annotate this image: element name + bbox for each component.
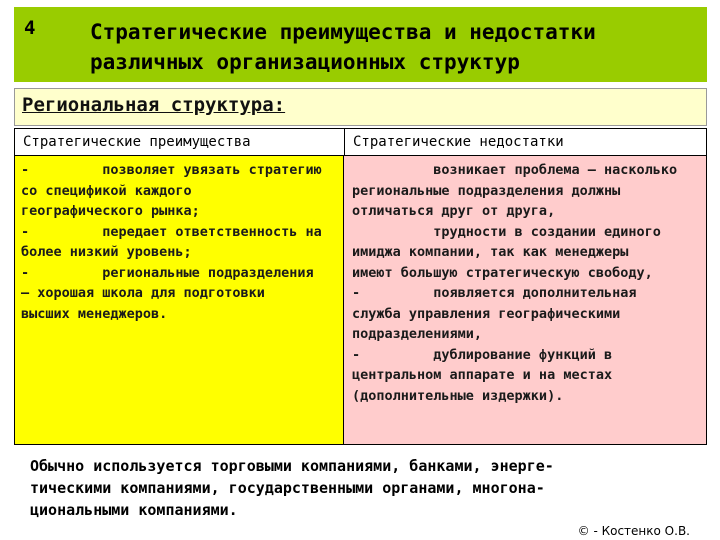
advantage-line: более низкий уровень; — [21, 244, 192, 260]
disadvantages-text — [352, 160, 677, 406]
slide-title: Стратегические преимущества и недостатки различных организационных структур — [90, 20, 596, 74]
disadvantage-line: имеют большую стратегическую свободу, — [352, 264, 653, 281]
advantage-line: - передает ответственность на — [21, 223, 322, 240]
advantage-line: - позволяет увязать стратегию — [21, 162, 322, 178]
disadvantage-line: (дополнительные издержки). — [352, 387, 564, 404]
disadvantage-line: имиджа компании, так как менеджеры — [352, 244, 629, 260]
disadvantage-line: - дублирование функций в — [352, 346, 613, 363]
advantages-text — [21, 160, 322, 324]
copyright: © - Костенко О.В. — [577, 524, 690, 538]
advantage-line: – хорошая школа для подготовки — [21, 285, 265, 301]
disadvantage-line: трудности в создании единого — [352, 223, 661, 240]
disadvantage-line: отличаться друг от друга, — [352, 203, 556, 219]
advantage-line: - региональные подразделения — [21, 264, 314, 281]
disadvantage-line: подразделениями, — [352, 326, 483, 342]
disadvantages-column — [344, 156, 706, 444]
disadvantage-line: центральном аппарате и на местах — [352, 367, 613, 383]
subtitle-bar — [14, 88, 707, 126]
header-advantages: Стратегические преимущества — [23, 134, 251, 150]
table-header-row — [15, 129, 706, 156]
advantage-line: географического рынка; — [21, 203, 200, 219]
comparison-table — [14, 128, 707, 445]
header-divider — [344, 129, 345, 156]
disadvantage-line: служба управления географическими — [352, 305, 621, 322]
title-banner — [14, 7, 707, 82]
advantage-line: со спецификой каждого — [21, 182, 192, 199]
header-disadvantages: Стратегические недостатки — [353, 134, 564, 150]
advantages-column — [15, 156, 344, 444]
usage-note: Обычно используется торговыми компаниями, банками, энерге- тическими компаниями, государственными органами, многона- циональными компаниями. — [30, 457, 554, 519]
disadvantage-line: возникает проблема – насколько — [352, 162, 678, 178]
disadvantage-line: региональные подразделения должны — [352, 182, 621, 199]
advantage-line: высших менеджеров. — [21, 305, 168, 322]
slide-number: 4 — [24, 17, 36, 39]
disadvantage-line: - появляется дополнительная — [352, 285, 637, 301]
section-subtitle: Региональная структура: — [22, 94, 286, 116]
